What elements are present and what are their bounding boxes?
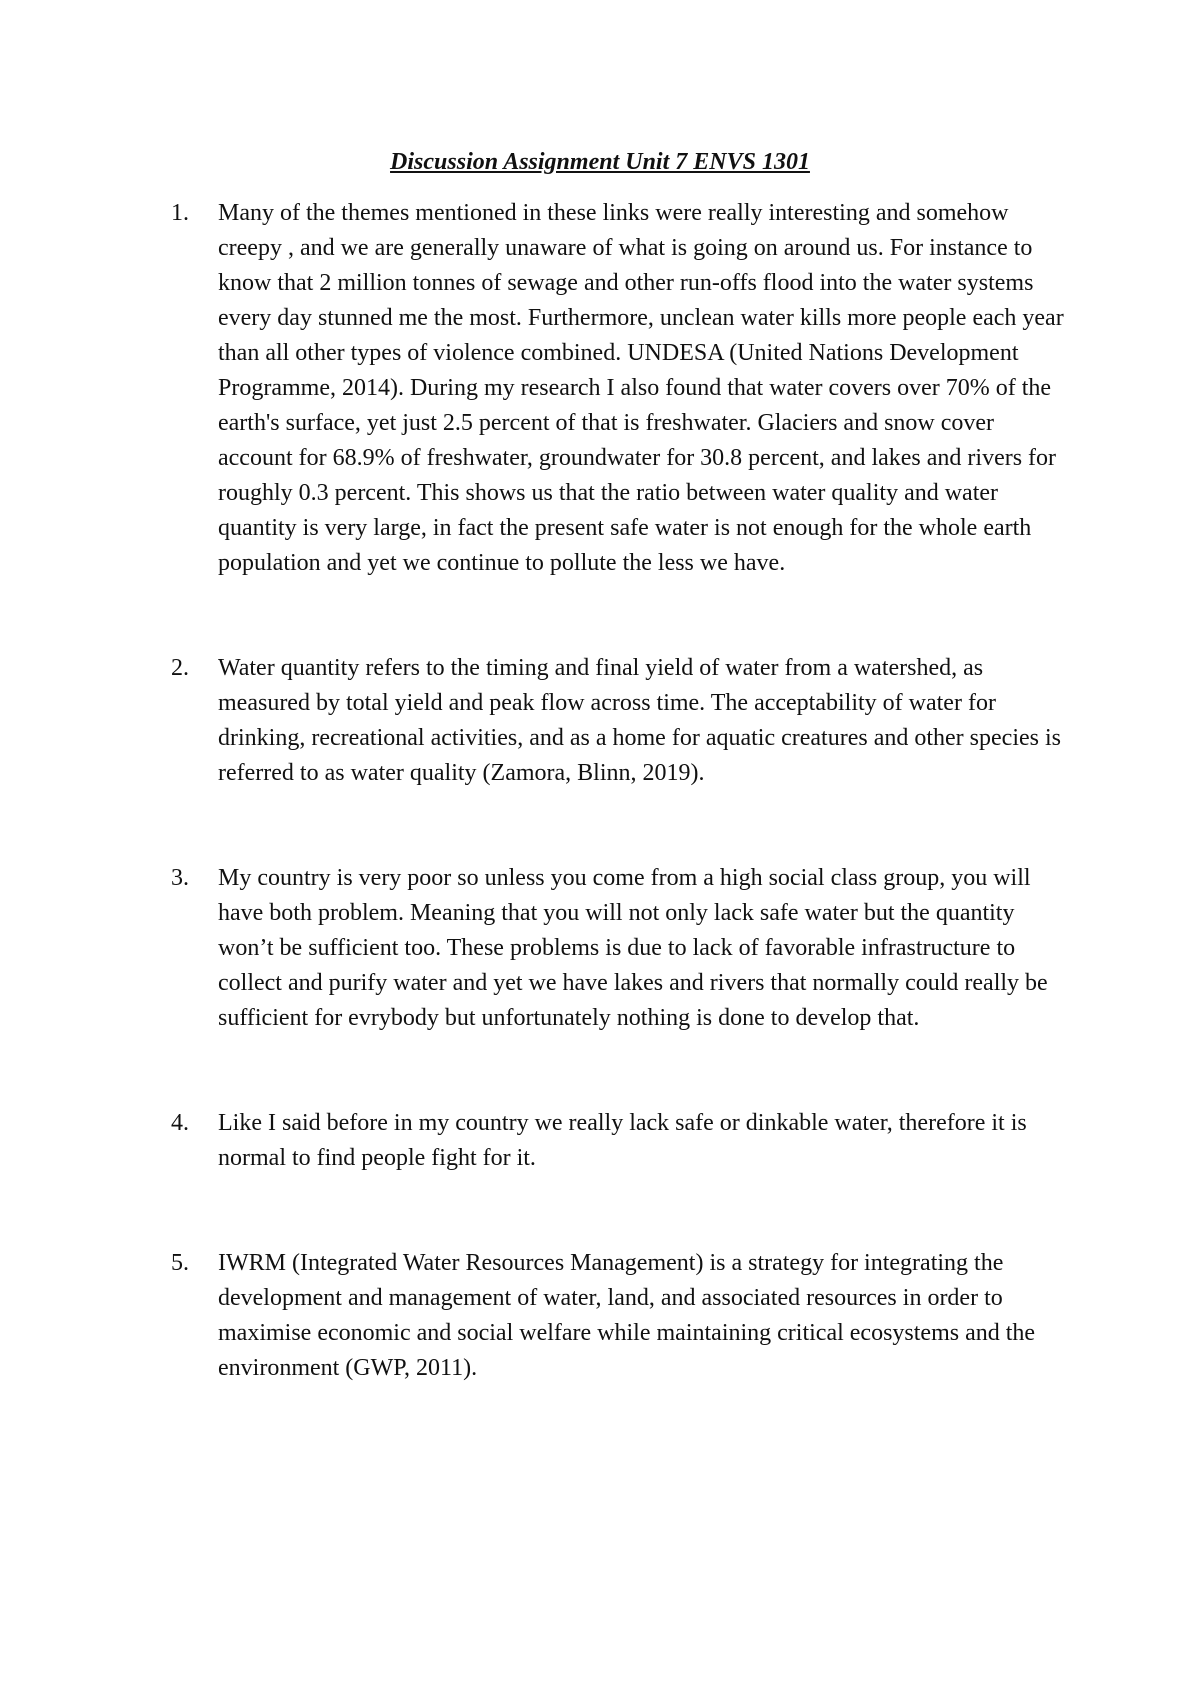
answer-number: 3. xyxy=(171,865,189,891)
answer-text: Like I said before in my country we really lack safe or dinkable water, therefore it is normal to find people fight for it. xyxy=(218,1110,1027,1171)
answer-item-2 xyxy=(171,651,1071,791)
answer-text: Water quantity refers to the timing and final yield of water from a watershed, as measured by total yield and peak flow across time. The acceptability of water for drinking, recreational activities, and as a home for aquatic creatures and other species is referred to as water quality (Zamora, Blinn, 2019). xyxy=(218,655,1061,786)
document-title: Discussion Assignment Unit 7 ENVS 1301 xyxy=(390,149,810,175)
answer-item-4 xyxy=(171,1106,1071,1176)
answer-item-3 xyxy=(171,861,1071,1036)
answer-number: 5. xyxy=(171,1250,189,1276)
answer-text: My country is very poor so unless you come from a high social class group, you will have both problem. Meaning that you will not only lack safe water but the quantity won’t be sufficient too. These problems is due to lack of favorable infrastructure to collect and purify water and yet we have lakes and rivers that normally could really be sufficient for evrybody but unfortunately nothing is done to develop that. xyxy=(218,865,1048,1031)
answer-number: 4. xyxy=(171,1110,189,1136)
answer-item-1 xyxy=(171,196,1071,581)
answer-text: IWRM (Integrated Water Resources Management) is a strategy for integrating the development and management of water, land, and associated resources in order to maximise economic and social welfare while maintaining critical ecosystems and the environment (GWP, 2011). xyxy=(218,1250,1036,1381)
answer-number: 2. xyxy=(171,655,189,681)
answer-list xyxy=(171,196,1071,1386)
answer-number: 1. xyxy=(171,200,189,226)
answer-item-5 xyxy=(171,1246,1071,1386)
answer-text: Many of the themes mentioned in these links were really interesting and somehow creepy , and we are generally unaware of what is going on around us. For instance to know that 2 million tonnes of sewage and other run-offs flood into the water systems every day stunned me the most. Furthermore, unclean water kills more people each year than all other types of violence combined. UNDESA (United Nations Development Programme, 2014). During my research I also found that water covers over 70% of the earth's surface, yet just 2.5 percent of that is freshwater. Glaciers and snow cover account for 68.9% of freshwater, groundwater for 30.8 percent, and lakes and rivers for roughly 0.3 percent. This shows us that the ratio between water quality and water quantity is very large, in fact the present safe water is not enough for the whole earth population and yet we continue to pollute the less we have. xyxy=(218,200,1064,576)
